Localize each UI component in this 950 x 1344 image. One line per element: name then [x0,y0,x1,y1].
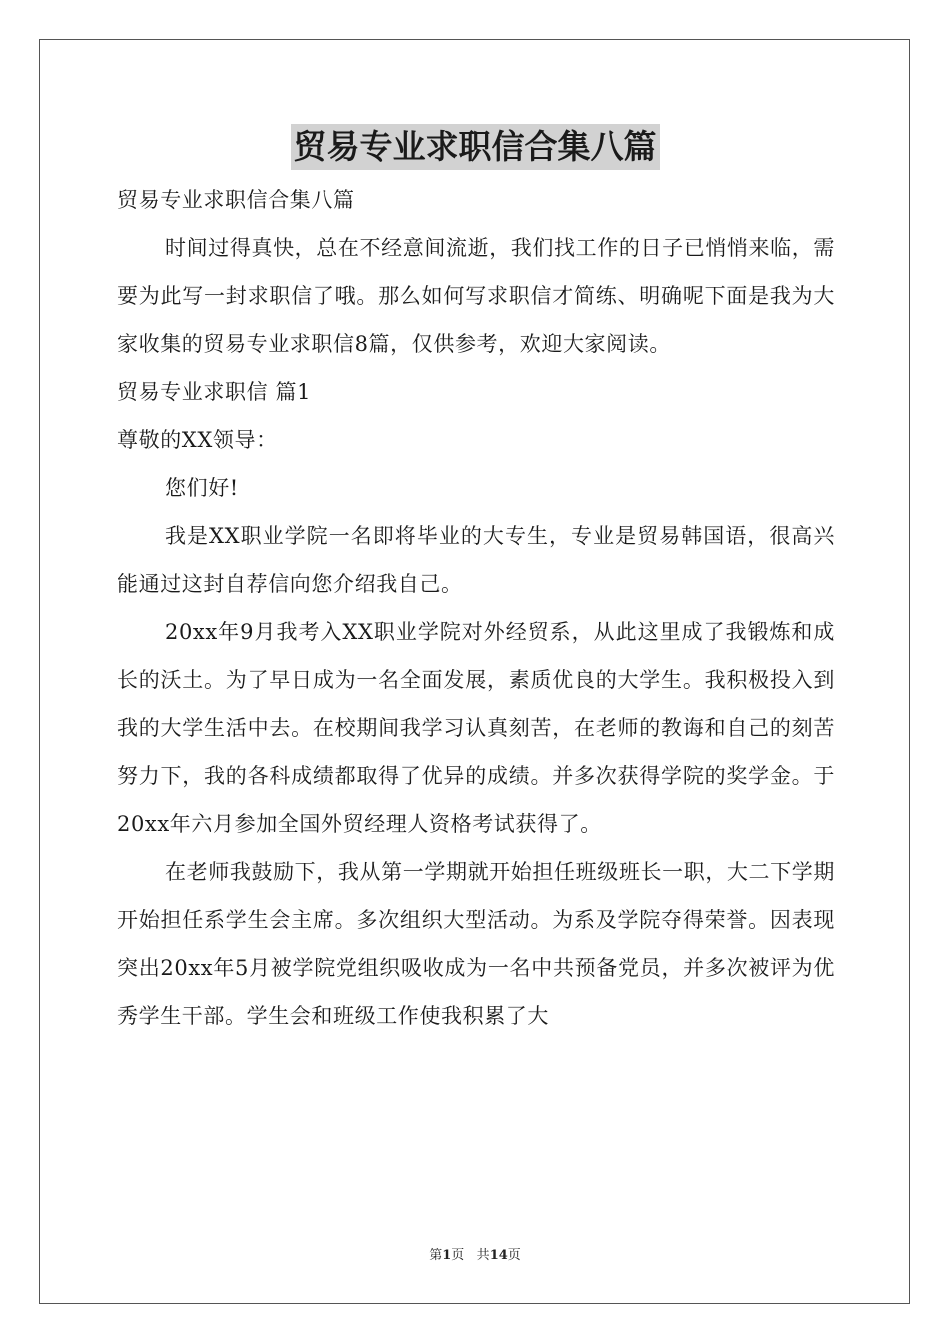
footer-page-prefix: 第 [429,1248,443,1263]
footer-page-suffix: 页 [451,1248,465,1263]
paragraph-activities: 在老师我鼓励下，我从第一学期就开始担任班级班长一职，大二下学期开始担任系学生会主席。多次组织大型活动。为系及学院夺得荣誉。因表现突出20xx年5月被学院党组织吸收成为一名中共预备党员，并多次被评为优秀学生干部。学生会和班级工作使我积累了大 [117,860,835,1028]
page-footer [0,1244,950,1263]
paragraph-salutation: 尊敬的XX领导： [117,428,278,452]
footer-page-current: 1 [442,1248,452,1263]
title-area [0,124,950,170]
paragraph-study: 20xx年9月我考入XX职业学院对外经贸系，从此这里成了我锻炼和成长的沃土。为了早日成为一名全面发展，素质优良的大学生。我积极投入到我的大学生活中去。在校期间我学习认真刻苦，在老师的教诲和自己的刻苦努力下，我的各科成绩都取得了优异的成绩。并多次获得学院的奖学金。于20xx年六月参加全国外贸经理人资格考试获得了。 [117,620,835,836]
paragraph-section-heading: 贸易专业求职信 篇1 [117,380,312,404]
paragraph-self-intro: 我是XX职业学院一名即将毕业的大专生，专业是贸易韩国语，很高兴能通过这封自荐信向您介绍我自己。 [117,524,835,596]
document-body [117,176,835,1040]
footer-total-prefix: 共 [476,1248,490,1263]
document-title: 贸易专业求职信合集八篇 [291,124,660,170]
paragraph-intro: 时间过得真快，总在不经意间流逝，我们找工作的日子已悄悄来临，需要为此写一封求职信了哦。那么如何写求职信才简练、明确呢下面是我为大家收集的贸易专业求职信8篇，仅供参考，欢迎大家阅读。 [117,236,835,356]
footer-total-suffix: 页 [507,1248,521,1263]
paragraph-greeting: 您们好! [165,476,239,500]
paragraph-subtitle: 贸易专业求职信合集八篇 [117,188,355,212]
footer-page-total: 14 [489,1248,508,1263]
